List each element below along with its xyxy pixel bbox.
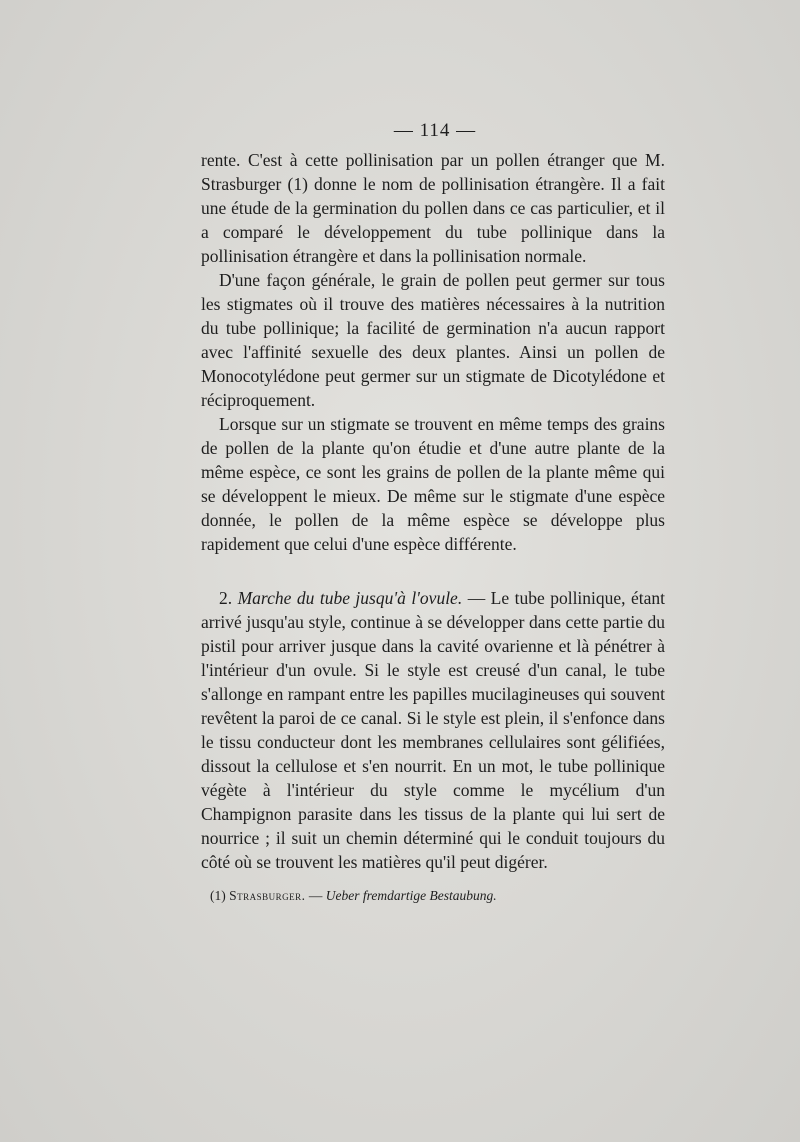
footnote-author: Strasburger. — [229, 888, 306, 903]
footnote-title: Ueber fremdartige Bestaubung. — [325, 888, 497, 903]
section-dash: — — [467, 588, 486, 608]
section-gap — [201, 556, 665, 586]
footnote-marker: (1) — [210, 888, 226, 903]
section-body: Le tube pollinique, étant arrivé jusqu'au style, continue à se développer dans cette partie du pistil pour arriver jusque dans la cavité ovarienne et là pénétrer à l'intérieur d'un ovule. Si le style est creusé d'un canal, le tube s'allonge en rampant entre les papilles mucilagineuses qui souvent revêtent la paroi de ce canal. Si le style est plein, il s'enfonce dans le tissu conducteur dont les membranes cellulaires sont gélifiées, dissout la cellulose et s'en nourrit. En un mot, le tube pollinique végète à l'intérieur du style comme le mycélium d'un Champignon parasite dans les tissus de la plante qui lui sert de nourrice ; il suit un chemin déterminé qui le conduit toujours du côté où se trouvent les matières qu'il peut digérer. — [201, 588, 666, 872]
paragraph-2: D'une façon générale, le grain de pollen peut germer sur tous les stigmates où il trouve des matières nécessaires à la nutrition du tube pollinique; la facilité de germination n'a aucun rapport avec l'affinité sexuelle des deux plantes. Ainsi un pollen de Monocotylédone peut germer sur un stigmate de Dicotylédone et réciproquement. — [201, 270, 665, 410]
section-heading: Marche du tube jusqu'à l'ovule. — [237, 588, 463, 608]
paragraph-3: Lorsque sur un stigmate se trouvent en même temps des grains de pollen de la plante qu'on étudie et d'une autre plante de la même espèce, ce sont les grains de pollen de la plante même qui se développent le mieux. De même sur le stigmate d'une espèce donnée, le pollen de la même espèce se développe plus rapidement que celui d'une espèce différente. — [201, 414, 665, 554]
footnote-dash: — — [308, 888, 323, 903]
paragraph-1: rente. C'est à cette pollinisation par un pollen étranger que M. Strasburger (1) donne le nom de pollinisation étrangère. Il a fait une étude de la germination du pollen dans ce cas particulier, et il a comparé le développement du tube pollinique dans la pollinisation étrangère et dans la pollinisation normale. — [201, 150, 665, 266]
footnote — [210, 887, 670, 905]
section-2-paragraph — [201, 586, 665, 874]
page-number: — 114 — — [393, 120, 477, 141]
body-text — [201, 148, 665, 874]
section-number: 2. — [219, 588, 233, 608]
